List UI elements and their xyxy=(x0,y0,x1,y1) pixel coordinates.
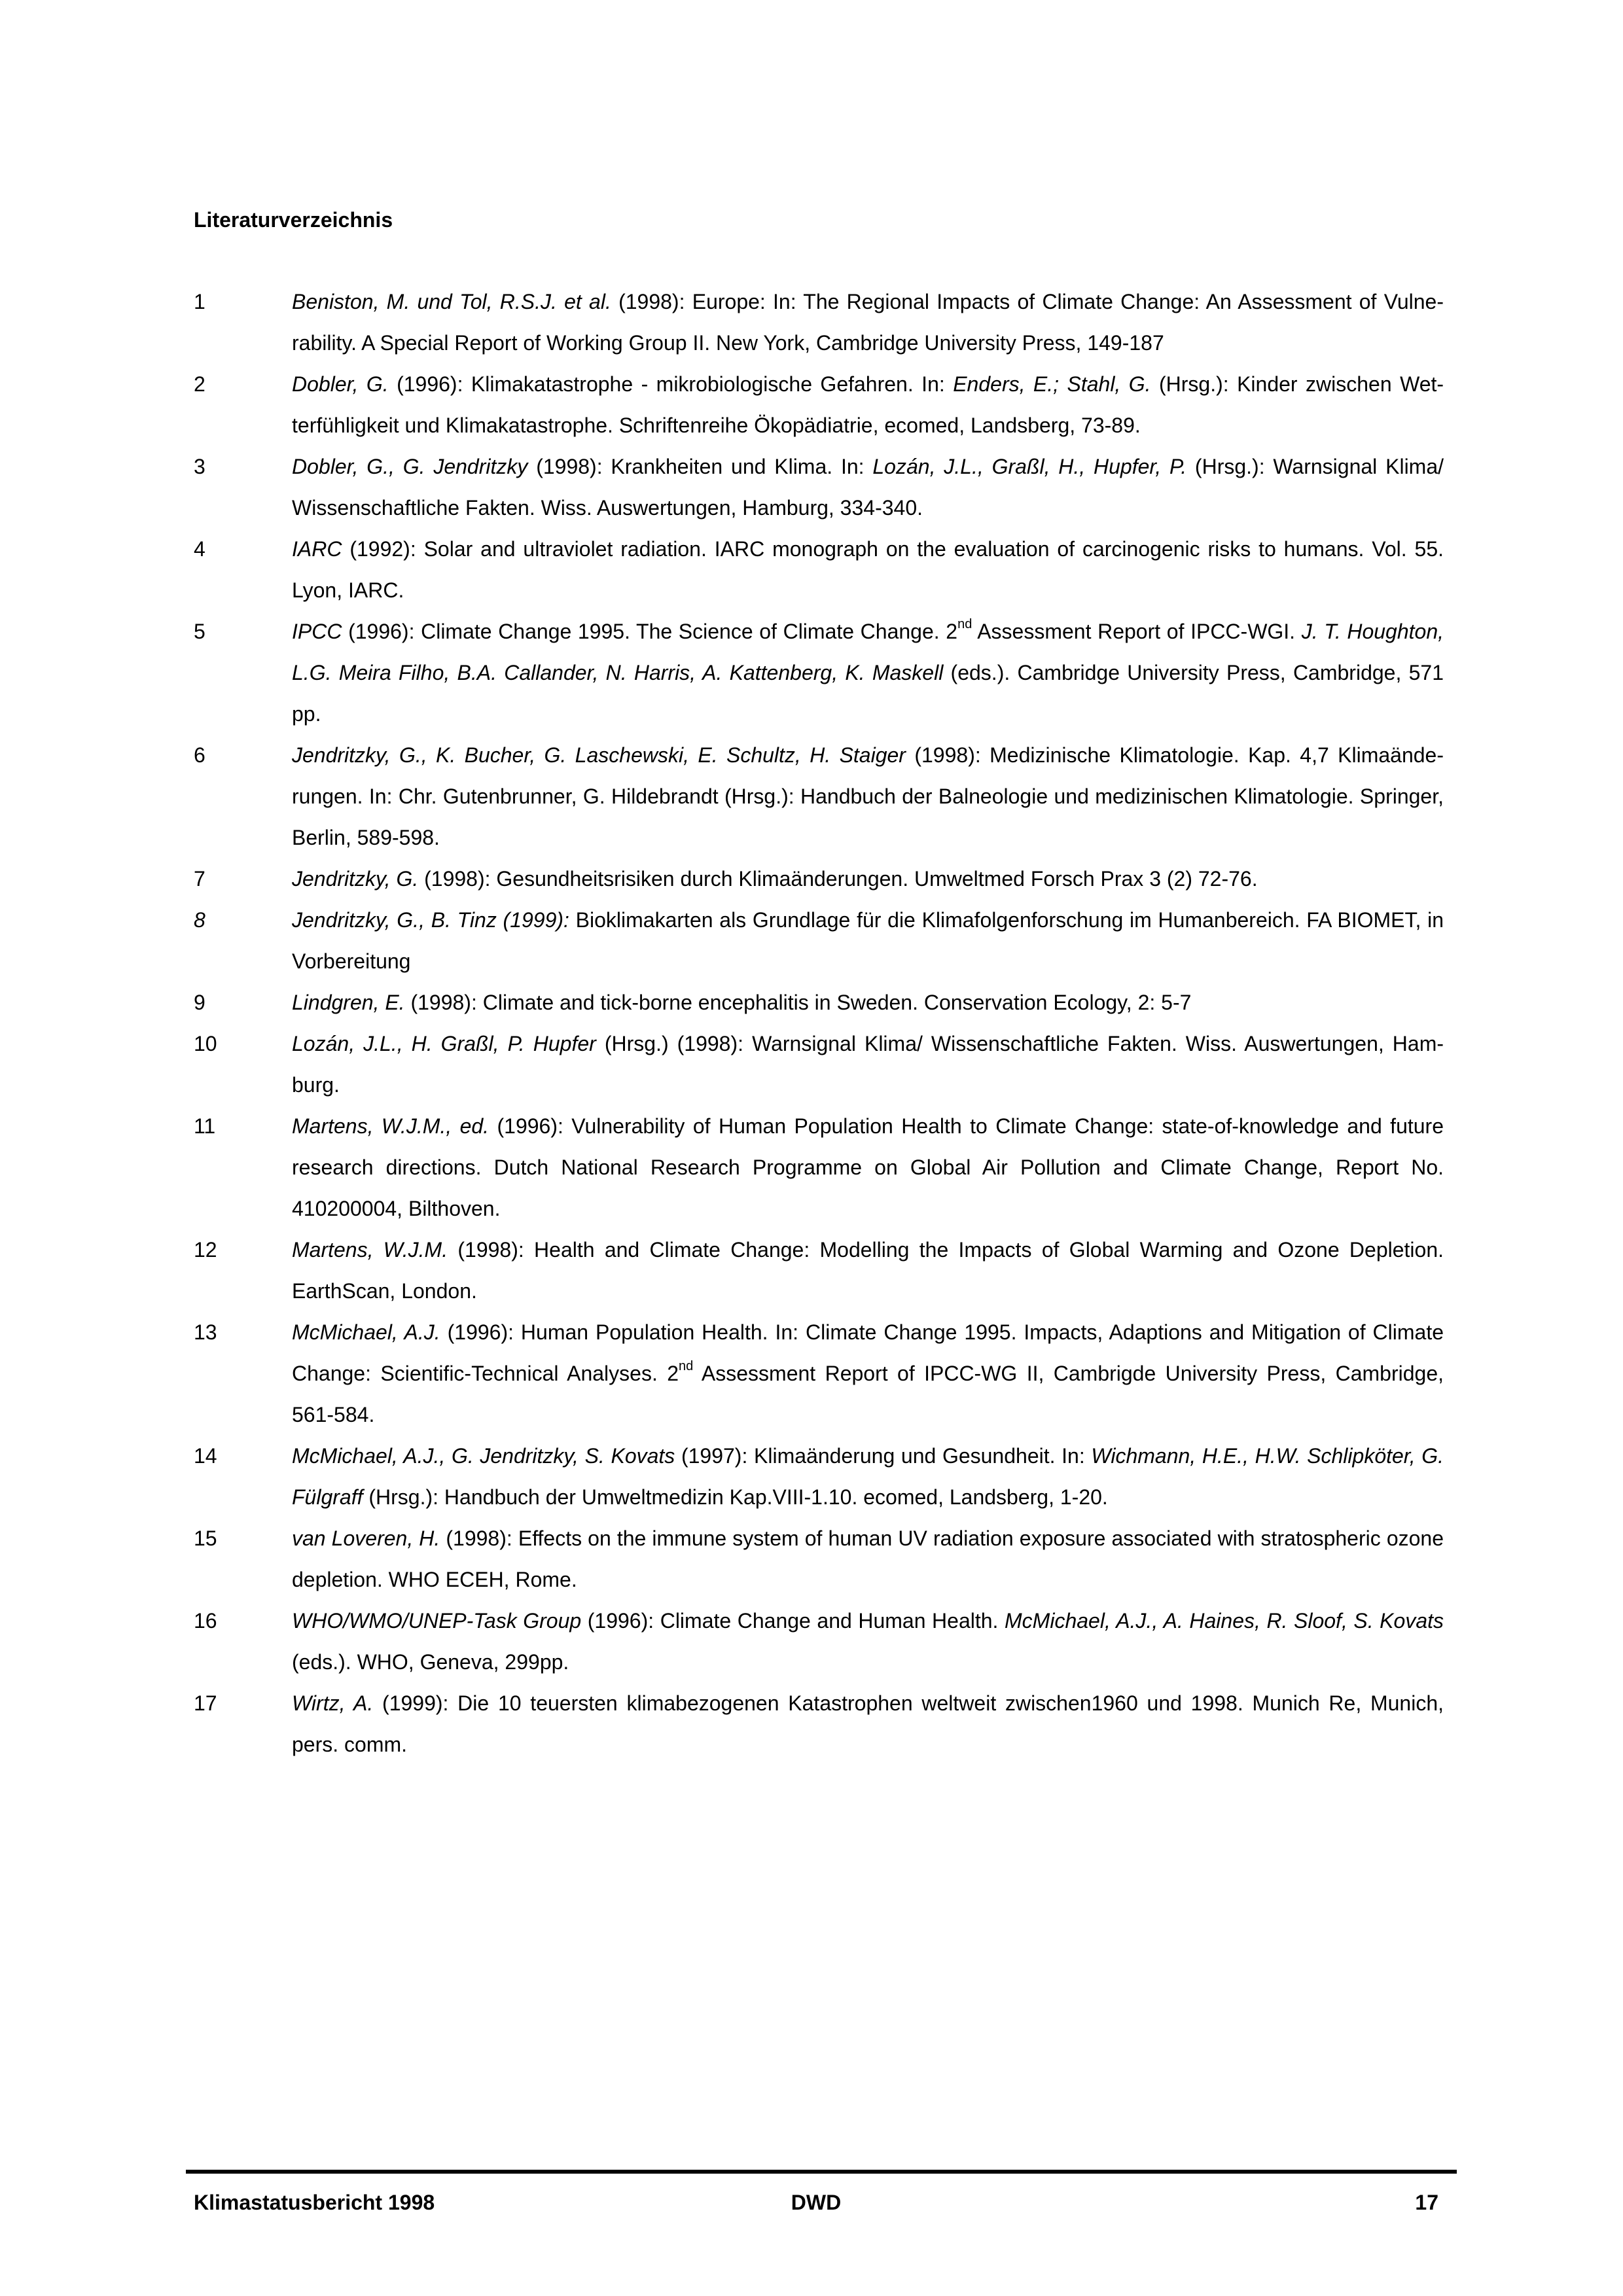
reference-segment: (1998): Effects on the immune system of human UV radiation exposure associated with stratospheric ozone depletion. WHO ECEH, Rome. xyxy=(292,1527,1444,1591)
reference-number: 5 xyxy=(194,620,205,643)
reference-number: 12 xyxy=(194,1238,217,1262)
reference-segment: (1999): Die 10 teuersten klimabezogenen Katastrophen weltweit zwischen1960 und 1998. Munich Re, Munich, pers. comm. xyxy=(292,1691,1444,1756)
reference-item xyxy=(194,1106,1444,1229)
reference-segment: (1998): Krankheiten und Klima. In: xyxy=(527,455,873,478)
reference-text xyxy=(292,858,1444,900)
reference-author: WHO/WMO/UNEP-Task Group xyxy=(292,1609,582,1633)
reference-author: McMichael, A.J., G. Jendritzky, S. Kovats xyxy=(292,1444,675,1468)
reference-item xyxy=(194,982,1444,1023)
reference-segment: (1998): Europe: In: The Regional Impacts of Climate Change: An Assessment of Vulnerability. A Special Report of Working Group II. New York, Cambridge University Press, 149-187 xyxy=(292,290,1444,355)
reference-author: IPCC xyxy=(292,620,342,643)
reference-segment: (1998): Health and Climate Change: Modelling the Impacts of Global Warming and Ozone Depletion. EarthScan, London. xyxy=(292,1238,1444,1303)
page-footer xyxy=(194,2187,1438,2218)
reference-segment: (Hrsg.): Kinder zwischen Wetterfühligkeit und Klimakatastrophe. Schriftenreihe Ökopädiatrie, ecomed, Landsberg, 73-89. xyxy=(292,372,1444,437)
reference-item xyxy=(194,1312,1444,1436)
reference-segment: (1996): Klimakatastrophe - mikrobiologische Gefahren. In: xyxy=(388,372,954,396)
reference-segment: (Hrsg.) (1998): Warnsignal Klima/ Wissenschaftliche Fakten. Wiss. Auswertungen, Hamburg. xyxy=(292,1032,1444,1097)
reference-item xyxy=(194,858,1444,900)
superscript: nd xyxy=(957,617,972,632)
reference-list xyxy=(194,281,1444,1765)
reference-author: Lindgren, E. xyxy=(292,991,405,1014)
reference-text xyxy=(292,1518,1444,1600)
reference-number: 17 xyxy=(194,1691,217,1715)
reference-segment: (1996): Vulnerability of Human Population Health to Climate Change: state-of-knowledge and future research directions. Dutch National Research Programme on Global Air Pollution and Climate Change, Report No. 410200004, Bilthoven. xyxy=(292,1114,1444,1220)
reference-author: Jendritzky, G. xyxy=(292,867,419,891)
reference-number: 6 xyxy=(194,743,205,767)
footer-publisher: DWD xyxy=(791,2191,842,2214)
reference-item xyxy=(194,364,1444,446)
reference-author: Enders, E.; Stahl, G. xyxy=(953,372,1151,396)
reference-number: 16 xyxy=(194,1609,217,1633)
reference-item xyxy=(194,1518,1444,1600)
reference-number: 2 xyxy=(194,372,205,396)
reference-segment: (eds.). Cambridge University Press, Cambridge, 571 pp. xyxy=(292,661,1444,726)
reference-text xyxy=(292,735,1444,858)
reference-text xyxy=(292,1023,1444,1106)
reference-author: Dobler, G. xyxy=(292,372,389,396)
reference-number: 1 xyxy=(194,290,205,313)
reference-number: 10 xyxy=(194,1032,217,1055)
reference-item xyxy=(194,1436,1444,1518)
reference-number: 7 xyxy=(194,867,205,891)
reference-segment: (1992): Solar and ultraviolet radiation. IARC monograph on the evaluation of carcinogenic risks to humans. Vol. 55. Lyon, IARC. xyxy=(292,537,1444,602)
reference-item xyxy=(194,735,1444,858)
reference-text xyxy=(292,1106,1444,1229)
reference-number: 15 xyxy=(194,1527,217,1550)
reference-author: McMichael, A.J. xyxy=(292,1320,440,1344)
reference-segment: (1998): Climate and tick-borne encephalitis in Sweden. Conservation Ecology, 2: 5-7 xyxy=(404,991,1192,1014)
reference-segment: (1996): Climate Change and Human Health. xyxy=(581,1609,1005,1633)
page-title: Literaturverzeichnis xyxy=(194,208,393,232)
reference-text xyxy=(292,529,1444,611)
reference-author: IARC xyxy=(292,537,342,561)
reference-number: 11 xyxy=(194,1114,216,1138)
reference-author: Wirtz, A. xyxy=(292,1691,374,1715)
superscript: nd xyxy=(679,1359,694,1374)
reference-author: McMichael, A.J., A. Haines, R. Sloof, S. Kovats xyxy=(1005,1609,1444,1633)
reference-author: J. T. Houghton, L.G. Meira Filho, B.A. Callander, N. Harris, A. Kattenberg, K. Maskell xyxy=(292,620,1444,684)
reference-item xyxy=(194,1683,1444,1765)
reference-author: van Loveren, H. xyxy=(292,1527,440,1550)
reference-segment: (1998): Medizinische Klimatologie. Kap. 4,7 Klimaänderungen. In: Chr. Gutenbrunner, G. Hildebrandt (Hrsg.): Handbuch der Balneologie und medizinischen Klimatologie. Springer, Berlin, 589-598. xyxy=(292,743,1444,849)
reference-item xyxy=(194,281,1444,364)
reference-item xyxy=(194,1023,1444,1106)
footer-rule xyxy=(186,2170,1457,2174)
reference-segment: (1998): Gesundheitsrisiken durch Klimaänderungen. Umweltmed Forsch Prax 3 (2) 72-76. xyxy=(418,867,1258,891)
reference-segment: (1996): Human Population Health. In: Climate Change 1995. Impacts, Adaptions and Mitigation of Climate Change: Scientific-Technical Analyses. 2 xyxy=(292,1320,1444,1385)
reference-segment: (1997): Klimaänderung und Gesundheit. In: xyxy=(675,1444,1092,1468)
reference-text xyxy=(292,1683,1444,1765)
reference-item xyxy=(194,611,1444,735)
footer-report-title: Klimastatusbericht 1998 xyxy=(194,2191,435,2214)
reference-segment: Assessment Report of IPCC-WG II, Cambrigde University Press, Cambridge, 561-584. xyxy=(292,1362,1444,1426)
reference-author: Jendritzky, G., K. Bucher, G. Laschewski, E. Schultz, H. Staiger xyxy=(292,743,906,767)
reference-author: Dobler, G., G. Jendritzky xyxy=(292,455,528,478)
reference-number: 8 xyxy=(194,908,205,932)
reference-item xyxy=(194,1600,1444,1683)
reference-text xyxy=(292,611,1444,735)
reference-item xyxy=(194,1229,1444,1312)
footer-page-number: 17 xyxy=(1415,2191,1438,2214)
reference-item xyxy=(194,446,1444,529)
reference-text xyxy=(292,1312,1444,1436)
reference-item xyxy=(194,900,1444,982)
reference-number: 4 xyxy=(194,537,205,561)
reference-author: Beniston, M. und Tol, R.S.J. et al. xyxy=(292,290,611,313)
reference-author: Lozán, J.L., H. Graßl, P. Hupfer xyxy=(292,1032,596,1055)
reference-text xyxy=(292,364,1444,446)
reference-text xyxy=(292,1229,1444,1312)
reference-author: Martens, W.J.M. xyxy=(292,1238,448,1262)
reference-number: 13 xyxy=(194,1320,217,1344)
reference-author: Martens, W.J.M., ed. xyxy=(292,1114,490,1138)
reference-number: 9 xyxy=(194,991,205,1014)
reference-text xyxy=(292,982,1444,1023)
reference-segment: (eds.). WHO, Geneva, 299pp. xyxy=(292,1650,569,1674)
reference-author: Lozán, J.L., Graßl, H., Hupfer, P. xyxy=(872,455,1187,478)
reference-author: Jendritzky, G., B. Tinz (1999): xyxy=(292,908,569,932)
reference-segment: (1996): Climate Change 1995. The Science of Climate Change. 2 xyxy=(342,620,958,643)
reference-item xyxy=(194,529,1444,611)
reference-segment: Assessment Report of IPCC-WGI. xyxy=(972,620,1302,643)
reference-number: 14 xyxy=(194,1444,217,1468)
reference-segment: (Hrsg.): Warnsignal Klima/ Wissenschaftliche Fakten. Wiss. Auswertungen, Hamburg, 334-340. xyxy=(292,455,1444,520)
reference-segment: Bioklimakarten als Grundlage für die Klimafolgenforschung im Humanbereich. FA BIOMET, in Vorbereitung xyxy=(292,908,1444,973)
reference-segment: (Hrsg.): Handbuch der Umweltmedizin Kap.VIII-1.10. ecomed, Landsberg, 1-20. xyxy=(363,1485,1108,1509)
reference-author: Wichmann, H.E., H.W. Schlipköter, G. Fülgraff xyxy=(292,1444,1444,1509)
reference-text xyxy=(292,900,1444,982)
reference-text xyxy=(292,281,1444,364)
reference-number: 3 xyxy=(194,455,205,478)
reference-text xyxy=(292,1600,1444,1683)
reference-text xyxy=(292,1436,1444,1518)
reference-text xyxy=(292,446,1444,529)
